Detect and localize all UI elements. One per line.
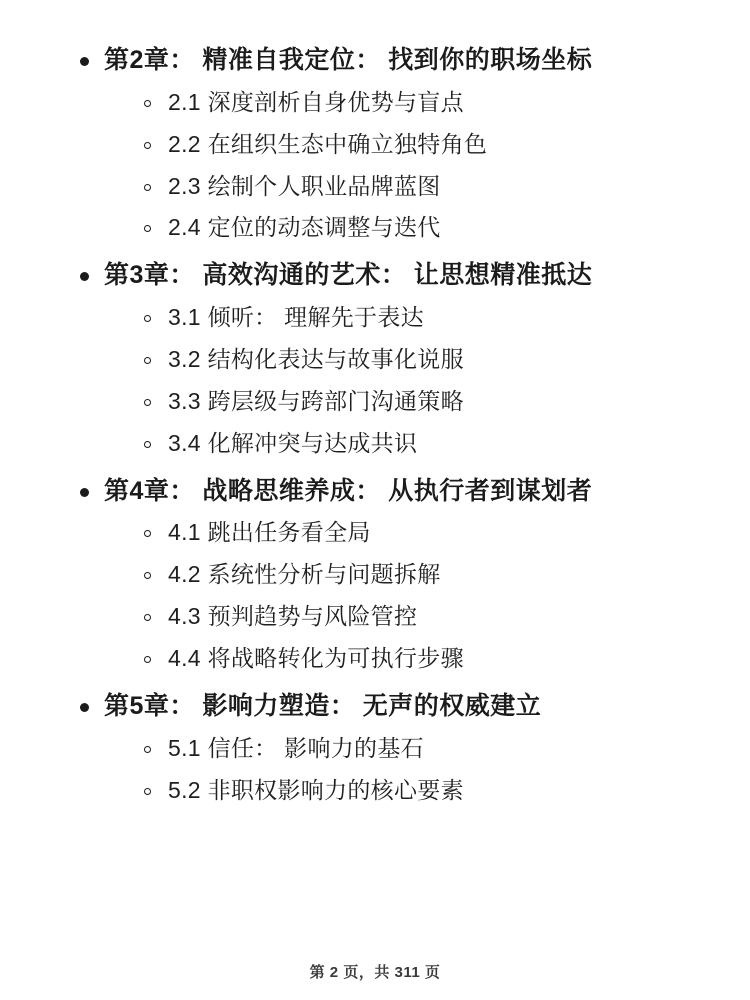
hollow-bullet-icon xyxy=(144,441,151,448)
toc-section-list xyxy=(52,734,698,806)
toc-section-item[interactable] xyxy=(52,130,698,160)
toc-section-item[interactable] xyxy=(52,518,698,548)
toc-chapter xyxy=(52,475,698,674)
hollow-bullet-icon xyxy=(144,399,151,406)
toc-section-label: 2.4 定位的动态调整与迭代 xyxy=(168,214,441,241)
toc-section-list xyxy=(52,88,698,244)
hollow-bullet-icon xyxy=(144,315,151,322)
toc-section-item[interactable] xyxy=(52,734,698,764)
toc-chapter-title: 第5章： 影响力塑造： 无声的权威建立 xyxy=(104,691,542,720)
toc-section-label: 3.1 倾听： 理解先于表达 xyxy=(168,304,424,331)
toc-section-label: 3.3 跨层级与跨部门沟通策略 xyxy=(168,387,464,414)
hollow-bullet-icon xyxy=(144,184,151,191)
toc-chapter-title-row[interactable] xyxy=(52,690,698,724)
toc-chapter-title-row[interactable] xyxy=(52,259,698,293)
toc-section-item[interactable] xyxy=(52,429,698,459)
hollow-bullet-icon xyxy=(144,225,151,232)
toc-section-label: 5.1 信任： 影响力的基石 xyxy=(168,734,424,761)
toc-chapter xyxy=(52,690,698,806)
hollow-bullet-icon xyxy=(144,788,151,795)
toc-section-label: 5.2 非职权影响力的核心要素 xyxy=(168,776,464,803)
toc-section-list xyxy=(52,518,698,674)
toc-chapter xyxy=(52,44,698,243)
toc-section-label: 3.2 结构化表达与故事化说服 xyxy=(168,345,464,372)
toc-section-item[interactable] xyxy=(52,88,698,118)
hollow-bullet-icon xyxy=(144,572,151,579)
toc-section-item[interactable] xyxy=(52,345,698,375)
toc-section-label: 4.1 跳出任务看全局 xyxy=(168,519,371,546)
toc-section-item[interactable] xyxy=(52,387,698,417)
toc-section-item[interactable] xyxy=(52,602,698,632)
toc-chapter-title-row[interactable] xyxy=(52,44,698,78)
toc-section-item[interactable] xyxy=(52,560,698,590)
hollow-bullet-icon xyxy=(144,357,151,364)
hollow-bullet-icon xyxy=(144,142,151,149)
solid-bullet-icon xyxy=(80,272,89,281)
toc-chapter-title: 第2章： 精准自我定位： 找到你的职场坐标 xyxy=(104,46,593,74)
solid-bullet-icon xyxy=(80,488,89,497)
toc-chapter-title: 第3章： 高效沟通的艺术： 让思想精准抵达 xyxy=(104,261,593,290)
page-footer: 第 2 页，共 311 页 xyxy=(309,964,441,981)
hollow-bullet-icon xyxy=(144,746,151,753)
solid-bullet-icon xyxy=(80,57,89,66)
toc-section-label: 2.3 绘制个人职业品牌蓝图 xyxy=(168,172,441,199)
toc-section-item[interactable] xyxy=(52,172,698,202)
hollow-bullet-icon xyxy=(144,530,151,537)
hollow-bullet-icon xyxy=(144,614,151,621)
toc-section-label: 2.1 深度剖析自身优势与盲点 xyxy=(168,88,464,115)
hollow-bullet-icon xyxy=(144,656,151,663)
hollow-bullet-icon xyxy=(144,100,151,107)
solid-bullet-icon xyxy=(80,703,89,712)
toc-section-item[interactable] xyxy=(52,776,698,806)
toc-section-item[interactable] xyxy=(52,644,698,674)
toc-section-label: 4.4 将战略转化为可执行步骤 xyxy=(168,645,464,672)
toc-section-label: 4.3 预判趋势与风险管控 xyxy=(168,603,418,630)
toc-chapter-title-row[interactable] xyxy=(52,475,698,509)
toc-chapter xyxy=(52,259,698,458)
toc-chapter-title: 第4章： 战略思维养成： 从执行者到谋划者 xyxy=(104,476,593,505)
toc-section-item[interactable] xyxy=(52,303,698,333)
toc-section-list xyxy=(52,303,698,459)
toc-section-label: 3.4 化解冲突与达成共识 xyxy=(168,429,418,456)
toc-section-label: 4.2 系统性分析与问题拆解 xyxy=(168,561,441,588)
toc-section-item[interactable] xyxy=(52,213,698,243)
table-of-contents xyxy=(52,44,698,805)
toc-section-label: 2.2 在组织生态中确立独特角色 xyxy=(168,130,488,157)
